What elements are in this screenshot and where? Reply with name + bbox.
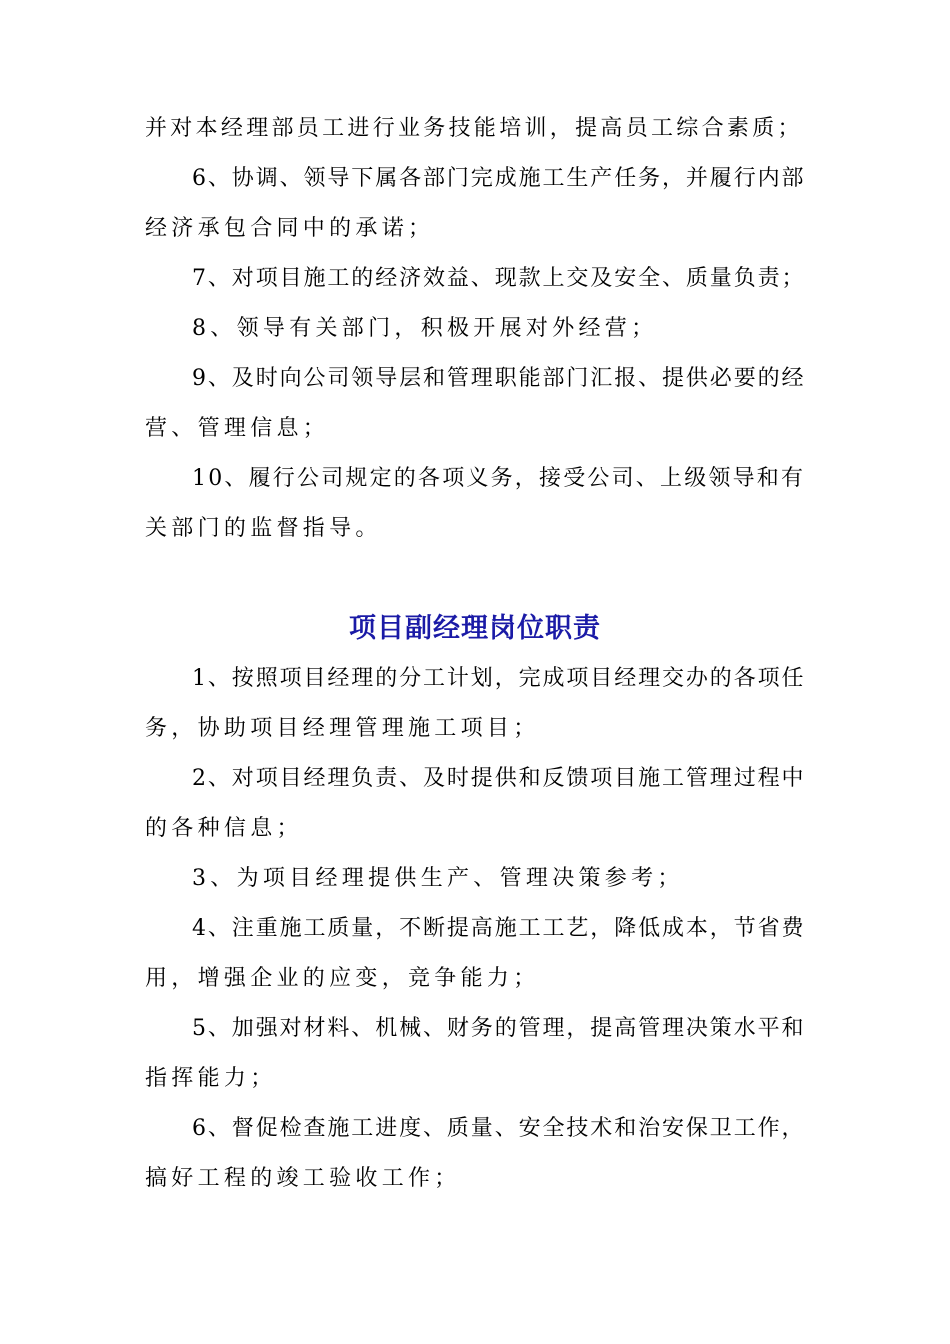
paragraph-line: 7、对项目施工的经济效益、现款上交及安全、质量负责；: [192, 266, 806, 291]
paragraph-line: 搞好工程的竣工验收工作；: [145, 1166, 461, 1191]
section-heading: 项目副经理岗位职责: [349, 613, 601, 644]
paragraph-line: 经济承包合同中的承诺；: [145, 216, 435, 241]
paragraph-line: 关部门的监督指导。: [145, 516, 382, 541]
paragraph-line: 9、及时向公司领导层和管理职能部门汇报、提供必要的经: [192, 366, 806, 391]
paragraph-line: 6、协调、领导下属各部门完成施工生产任务，并履行内部: [192, 166, 806, 191]
paragraph-line: 并对本经理部员工进行业务技能培训，提高员工综合素质；: [145, 116, 803, 141]
paragraph-line: 6、督促检查施工进度、质量、安全技术和治安保卫工作，: [192, 1116, 806, 1141]
paragraph-line: 10、履行公司规定的各项义务，接受公司、上级领导和有: [192, 466, 806, 491]
paragraph-line: 务，协助项目经理管理施工项目；: [145, 716, 540, 741]
paragraph-line: 用，增强企业的应变，竞争能力；: [145, 966, 540, 991]
paragraph-line: 营、管理信息；: [145, 416, 330, 441]
paragraph-line: 3、为项目经理提供生产、管理决策参考；: [192, 866, 684, 891]
section-spacer: [145, 554, 805, 604]
paragraph-line: 的各种信息；: [145, 816, 303, 841]
paragraph-line: 2、对项目经理负责、及时提供和反馈项目施工管理过程中: [192, 766, 806, 791]
paragraph-line: 1、按照项目经理的分工计划，完成项目经理交办的各项任: [192, 666, 806, 691]
paragraph-line: 5、加强对材料、机械、财务的管理，提高管理决策水平和: [192, 1016, 806, 1041]
paragraph-line: 指挥能力；: [145, 1066, 277, 1091]
paragraph-line: 4、注重施工质量，不断提高施工工艺，降低成本，节省费: [192, 916, 806, 941]
paragraph-line: 8、领导有关部门，积极开展对外经营；: [192, 316, 658, 341]
document-body: [145, 104, 805, 1204]
